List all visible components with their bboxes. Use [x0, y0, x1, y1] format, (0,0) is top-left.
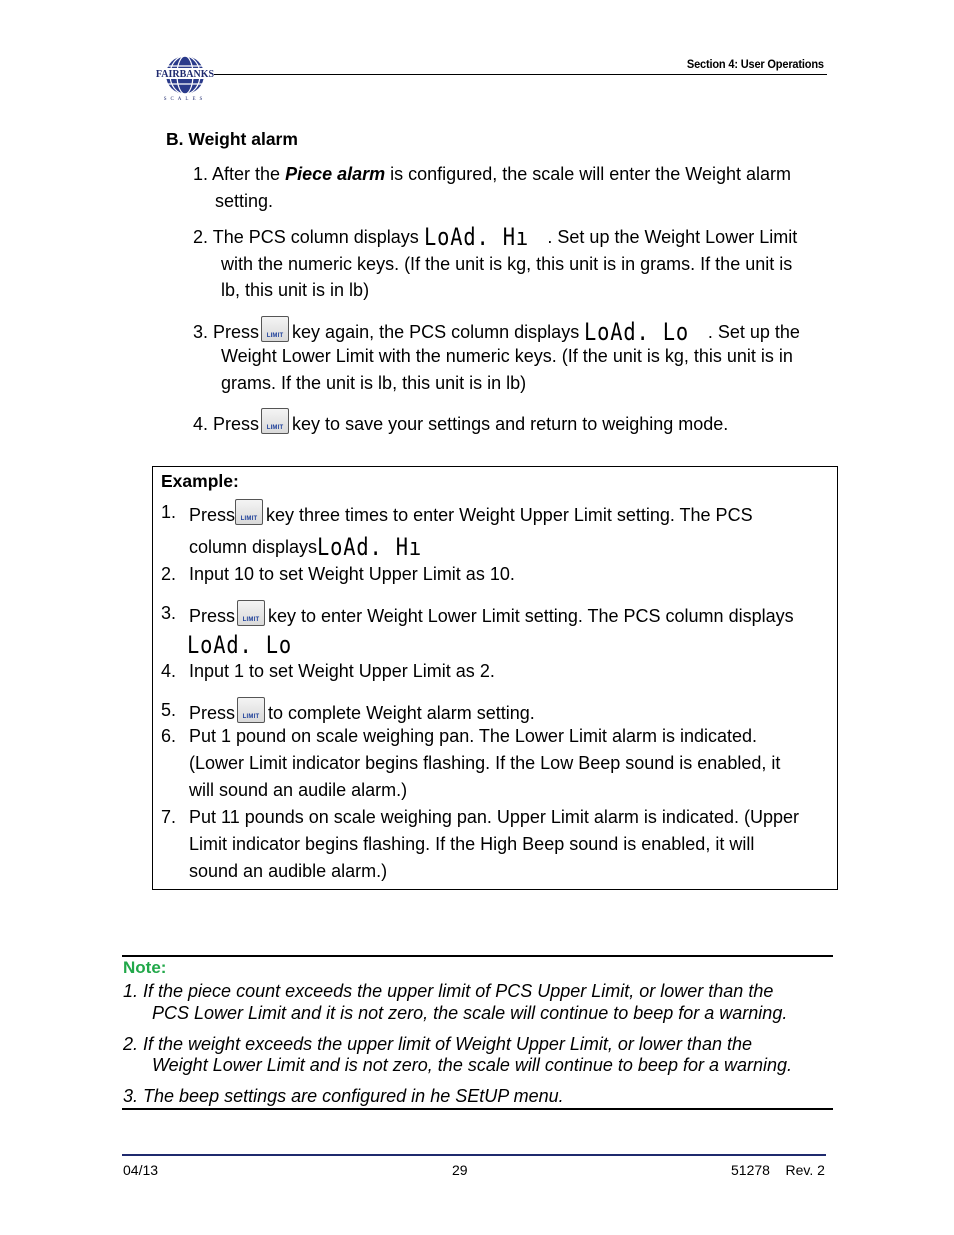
step-text: column displays	[189, 537, 318, 557]
example-step-4: Input 1 to set Weight Upper Limit as 2.	[189, 661, 495, 681]
step-text: The PCS column displays	[212, 227, 419, 247]
example-number: 6.	[161, 726, 177, 746]
step-number: 4.	[193, 414, 209, 434]
step-text: key three times to enter Weight Upper Limit setting. The PCS	[266, 505, 753, 525]
logo-subtext: SCALES	[163, 97, 207, 102]
lcd-load-lo: LoAd. Lo	[187, 631, 293, 659]
note-2: 2. If the weight exceeds the upper limit of Weight Upper Limit, or lower than the	[123, 1034, 752, 1054]
step-text: After the	[212, 164, 286, 184]
limit-key-icon: LIMIT	[261, 408, 289, 434]
step-2-line-2: with the numeric keys. (If the unit is kg, this unit is in grams. If the unit is	[221, 254, 793, 274]
note-1: 1. If the piece count exceeds the upper limit of PCS Upper Limit, or lower than the	[123, 981, 774, 1001]
note-1-line-2: PCS Lower Limit and it is not zero, the scale will continue to beep for a warning.	[152, 1003, 788, 1023]
example-step-1-line-2	[189, 534, 441, 561]
note-label: Note:	[123, 958, 167, 977]
step-text: key to save your settings and return to weighing mode.	[292, 414, 729, 434]
header-divider	[214, 74, 827, 75]
section-header: Section 4: User Operations	[687, 57, 824, 71]
limit-key-icon: LIMIT	[237, 697, 265, 723]
note-bottom-rule	[122, 1108, 833, 1110]
example-step-7: Put 11 pounds on scale weighing pan. Upper Limit alarm is indicated. (Upper	[189, 807, 800, 827]
example-number: 1.	[161, 502, 177, 522]
example-number: 3.	[161, 603, 177, 623]
footer-date: 04/13	[123, 1162, 159, 1178]
example-step-7-line-2: Limit indicator begins flashing. If the High Beep sound is enabled, it will	[189, 834, 755, 854]
example-step-3-lcd	[187, 632, 311, 659]
example-step-7-line-3: sound an audible alarm.)	[189, 861, 388, 881]
example-number: 4.	[161, 661, 177, 681]
footer-doc-number: 51278 Rev. 2	[731, 1162, 825, 1178]
step-2-line-3: lb, this unit is in lb)	[221, 280, 370, 300]
step-text: Press	[189, 606, 236, 626]
example-step-2: Input 10 to set Weight Upper Limit as 10.	[189, 564, 515, 584]
lcd-load-hi: LoAd. Hı	[317, 533, 423, 561]
example-label: Example:	[161, 471, 239, 491]
footer-page-number: 29	[452, 1162, 468, 1178]
limit-key-icon: LIMIT	[235, 499, 263, 525]
step-text: key to enter Weight Lower Limit setting. The PCS column displays	[268, 606, 794, 626]
step-text: Press	[189, 703, 236, 723]
step-2	[193, 224, 797, 251]
step-1-line-2: setting.	[215, 191, 274, 211]
step-number: 2.	[193, 227, 209, 247]
step-emphasis: Piece alarm	[285, 164, 386, 184]
example-number: 7.	[161, 807, 177, 827]
example-number: 5.	[161, 700, 177, 720]
section-title: B. Weight alarm	[166, 129, 298, 149]
step-1	[193, 161, 791, 188]
step-text: key again, the PCS column displays	[292, 322, 580, 342]
step-text: . Set up the	[707, 322, 800, 342]
step-3	[193, 316, 800, 346]
limit-key-icon: LIMIT	[261, 316, 289, 342]
step-3-line-3: grams. If the unit is lb, this unit is in lb)	[221, 373, 527, 393]
example-step-1	[189, 499, 753, 529]
step-text: . Set up the Weight Lower Limit	[547, 227, 798, 247]
fairbanks-logo	[152, 52, 218, 102]
step-3-line-2: Weight Lower Limit with the numeric keys. (If the unit is kg, this unit is in	[221, 346, 793, 366]
logo-wordmark: FAIRBANKS	[155, 69, 215, 80]
step-text: Press	[213, 322, 260, 342]
example-step-6-line-3: will sound an audile alarm.)	[189, 780, 408, 800]
note-top-rule	[122, 955, 833, 957]
step-text: Press	[189, 505, 236, 525]
example-step-6-line-2: (Lower Limit indicator begins flashing. If the Low Beep sound is enabled, it	[189, 753, 781, 773]
step-number: 3.	[193, 322, 209, 342]
step-text: to complete Weight alarm setting.	[268, 703, 535, 723]
note-2-line-2: Weight Lower Limit and is not zero, the scale will continue to beep for a warning.	[152, 1055, 793, 1075]
example-number: 2.	[161, 564, 177, 584]
step-text: Press	[213, 414, 260, 434]
limit-key-icon: LIMIT	[237, 600, 265, 626]
step-text: is configured, the scale will enter the Weight alarm	[385, 164, 792, 184]
lcd-load-hi: LoAd. Hı	[423, 223, 529, 251]
example-step-3	[189, 600, 794, 630]
example-step-6: Put 1 pound on scale weighing pan. The Lower Limit alarm is indicated.	[189, 726, 758, 746]
step-4	[193, 408, 728, 438]
lcd-load-lo: LoAd. Lo	[584, 318, 690, 346]
step-number: 1.	[193, 164, 209, 184]
note-3: 3. The beep settings are configured in he SEtUP menu.	[123, 1086, 564, 1106]
footer-divider	[122, 1154, 826, 1156]
